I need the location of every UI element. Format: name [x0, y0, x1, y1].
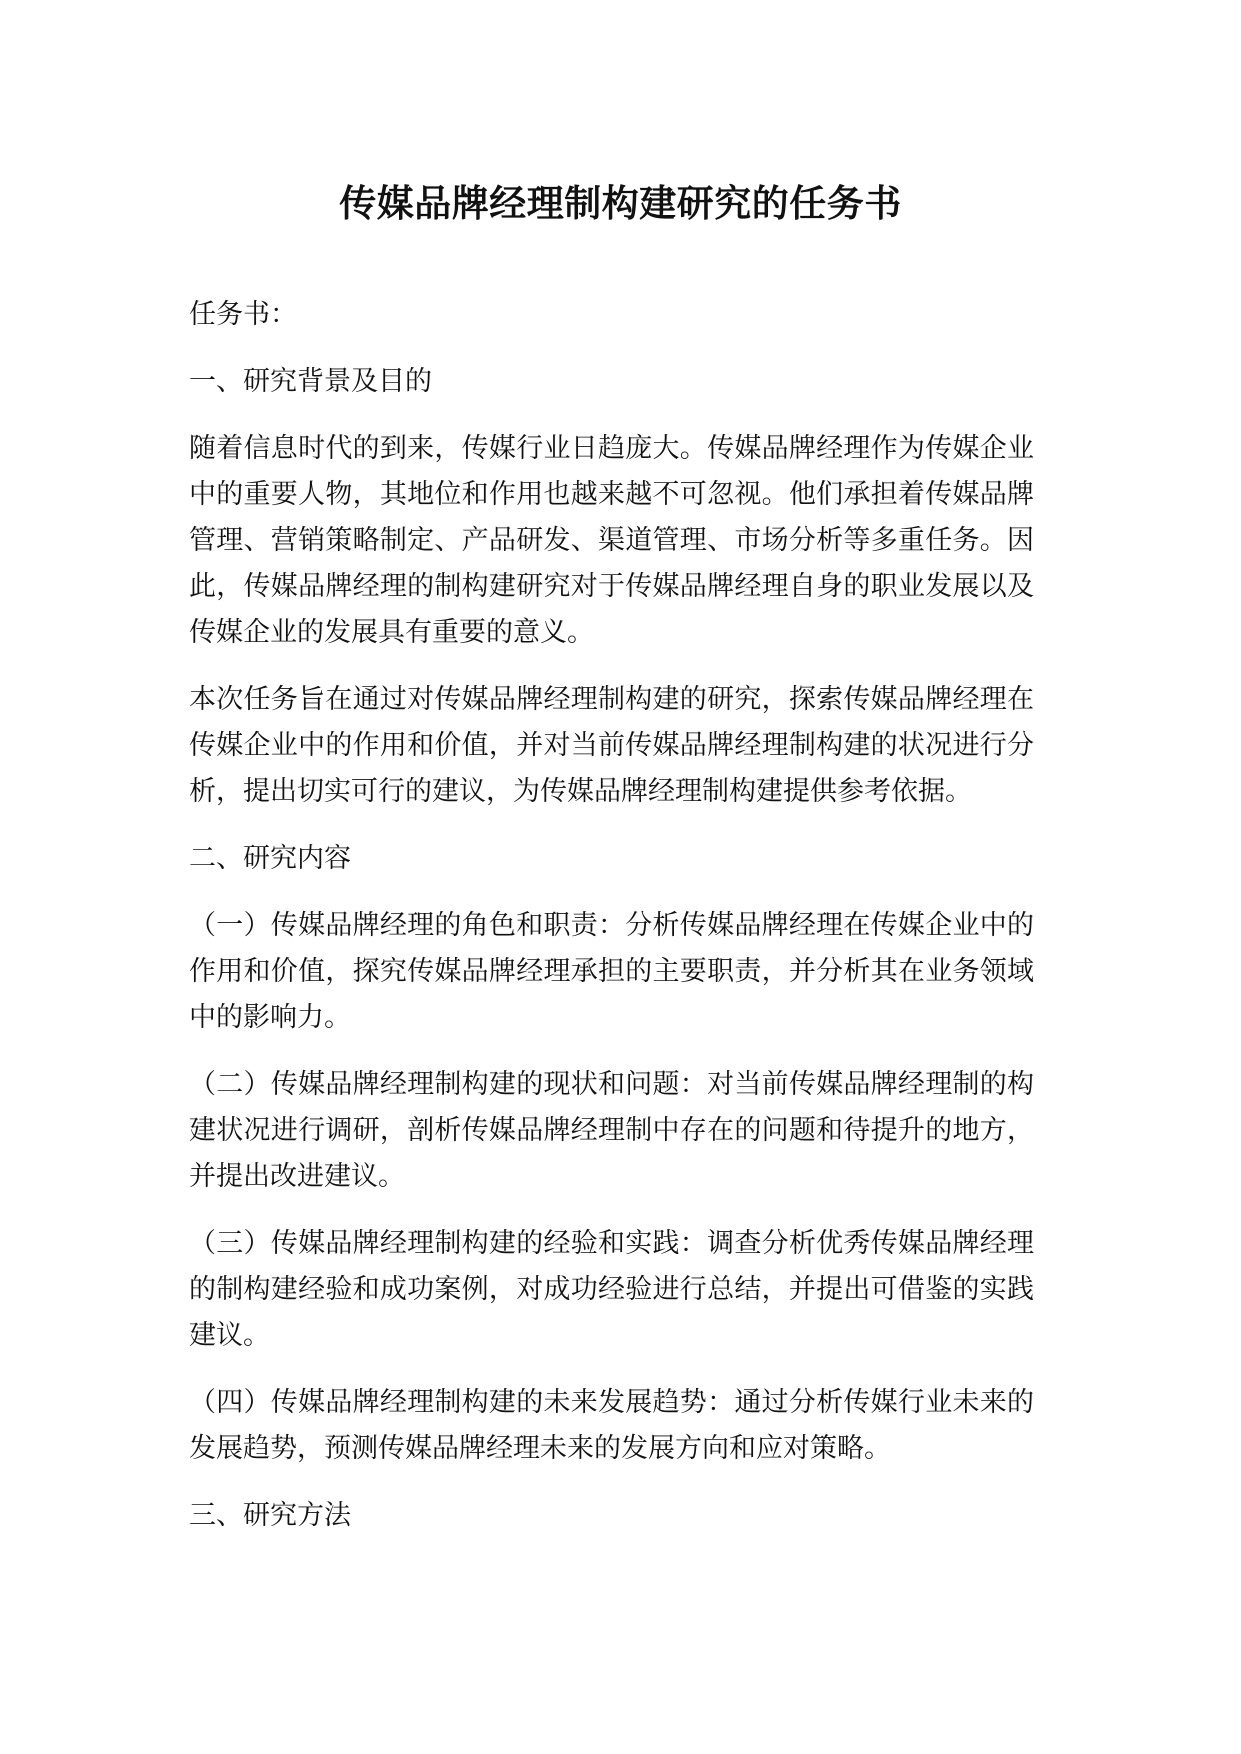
content-item-status: （二）传媒品牌经理制构建的现状和问题：对当前传媒品牌经理制的构建状况进行调研，剖析传媒品牌经理制中存在的问题和待提升的地方，并提出改进建议。 — [189, 1069, 1034, 1192]
content-item-experience: （三）传媒品牌经理制构建的经验和实践：调查分析优秀传媒品牌经理的制构建经验和成功案例，对成功经验进行总结，并提出可借鉴的实践建议。 — [189, 1228, 1034, 1351]
document-body — [189, 292, 1034, 1539]
paragraph-background: 随着信息时代的到来，传媒行业日趋庞大。传媒品牌经理作为传媒企业中的重要人物，其地位和作用也越来越不可忽视。他们承担着传媒品牌管理、营销策略制定、产品研发、渠道管理、市场分析等多重任务。因此，传媒品牌经理的制构建研究对于传媒品牌经理自身的职业发展以及传媒企业的发展具有重要的意义。 — [189, 433, 1034, 648]
content-item-roles: （一）传媒品牌经理的角色和职责：分析传媒品牌经理在传媒企业中的作用和价值，探究传媒品牌经理承担的主要职责，并分析其在业务领域中的影响力。 — [189, 910, 1034, 1033]
section-heading-content: 二、研究内容 — [189, 843, 351, 874]
section-heading-background: 一、研究背景及目的 — [189, 366, 432, 397]
paragraph-objective: 本次任务旨在通过对传媒品牌经理制构建的研究，探索传媒品牌经理在传媒企业中的作用和价值，并对当前传媒品牌经理制构建的状况进行分析，提出切实可行的建议，为传媒品牌经理制构建提供参考依据。 — [189, 684, 1034, 807]
content-item-trends: （四）传媒品牌经理制构建的未来发展趋势：通过分析传媒行业未来的发展趋势，预测传媒品牌经理未来的发展方向和应对策略。 — [189, 1387, 1034, 1464]
document-label: 任务书： — [189, 299, 297, 330]
document-title: 传媒品牌经理制构建研究的任务书 — [339, 182, 902, 225]
section-heading-methods: 三、研究方法 — [189, 1500, 351, 1531]
